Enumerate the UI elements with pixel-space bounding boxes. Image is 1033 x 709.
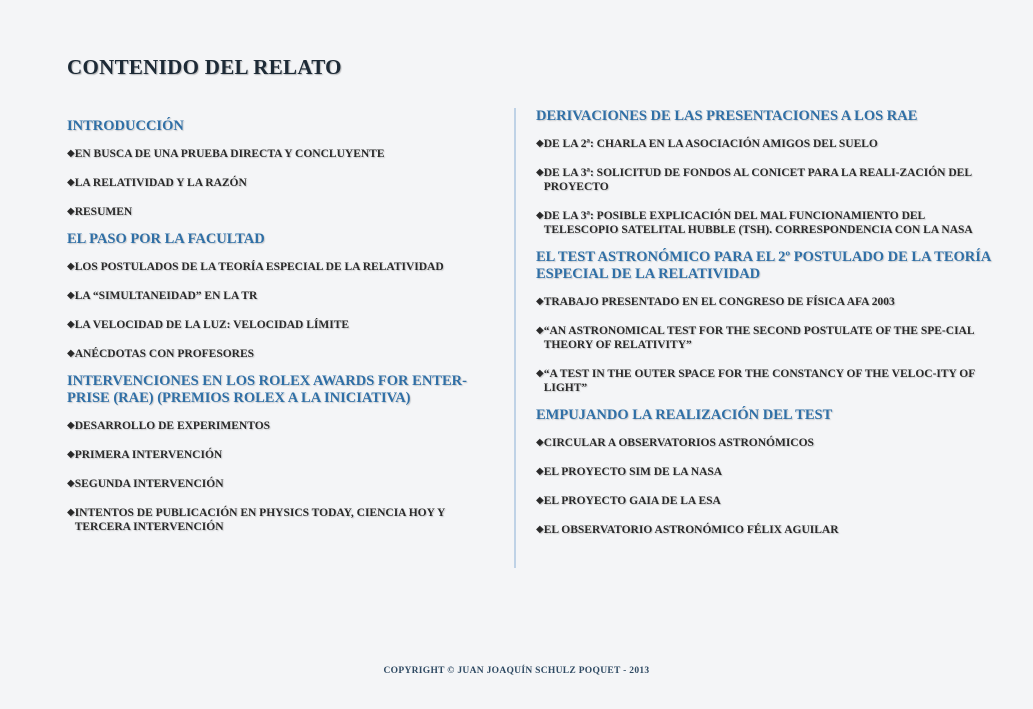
toc-item-label: CIRCULAR A OBSERVATORIOS ASTRONÓMICOS: [543, 437, 814, 449]
toc-item-label: EN BUSCA DE UNA PRUEBA DIRECTA Y CONCLUYENTE: [74, 148, 385, 160]
toc-item[interactable]: [67, 147, 487, 161]
toc-item[interactable]: [536, 166, 992, 194]
toc-item-label: RESUMEN: [74, 206, 133, 218]
toc-item[interactable]: [536, 523, 992, 537]
toc-item[interactable]: [536, 209, 992, 237]
toc-item-label: LA RELATIVIDAD Y LA RAZÓN: [74, 177, 247, 189]
section-intervenciones-rolex: [67, 373, 487, 534]
toc-item-label: LA “SIMULTANEIDAD” EN LA TR: [74, 290, 258, 302]
diamond-bullet-icon: ◆: [67, 449, 75, 460]
section-heading[interactable]: EMPUJANDO LA REALIZACIÓN DEL TEST: [536, 407, 833, 423]
section-test-astronomico: [536, 249, 992, 395]
toc-item-label: EL OBSERVATORIO ASTRONÓMICO FÉLIX AGUILAR: [543, 524, 839, 536]
diamond-bullet-icon: ◆: [536, 138, 544, 149]
toc-item[interactable]: [536, 324, 992, 352]
toc-item-label: PRIMERA INTERVENCIÓN: [74, 449, 223, 461]
diamond-bullet-icon: ◆: [536, 524, 544, 535]
diamond-bullet-icon: ◆: [67, 348, 75, 359]
diamond-bullet-icon: ◆: [67, 261, 75, 272]
toc-item-label: EL PROYECTO SIM DE LA NASA: [543, 466, 723, 478]
toc-item-label: DE LA 3ª: POSIBLE EXPLICACIÓN DEL MAL FUNCIONAMIENTO DEL TELESCOPIO SATELITAL HUBBLE (TSH). CORRESPONDENCIA CON LA NASA: [543, 210, 973, 236]
toc-item-label: “AN ASTRONOMICAL TEST FOR THE SECOND POSTULATE OF THE SPE-CIAL THEORY OF RELATIVITY”: [543, 325, 974, 351]
diamond-bullet-icon: ◆: [536, 296, 544, 307]
toc-item-label: ANÉCDOTAS CON PROFESORES: [74, 348, 255, 360]
toc-item[interactable]: [536, 367, 992, 395]
toc-item[interactable]: [67, 347, 487, 361]
toc-item[interactable]: [67, 477, 487, 491]
diamond-bullet-icon: ◆: [536, 437, 544, 448]
toc-item[interactable]: [536, 494, 992, 508]
toc-item[interactable]: [67, 205, 487, 219]
section-derivaciones: [536, 108, 992, 237]
column-divider: [514, 108, 516, 568]
toc-item-label: INTENTOS DE PUBLICACIÓN EN PHYSICS TODAY, CIENCIA HOY Y TERCERA INTERVENCIÓN: [74, 507, 445, 533]
toc-item-label: LA VELOCIDAD DE LA LUZ: VELOCIDAD LÍMITE: [74, 319, 350, 331]
section-introduccion: [67, 118, 487, 219]
page-title: CONTENIDO DEL RELATO: [67, 55, 342, 79]
diamond-bullet-icon: ◆: [67, 177, 75, 188]
toc-item[interactable]: [536, 295, 992, 309]
toc-item[interactable]: [536, 465, 992, 479]
diamond-bullet-icon: ◆: [67, 290, 75, 301]
toc-item-label: TRABAJO PRESENTADO EN EL CONGRESO DE FÍSICA AFA 2003: [543, 296, 895, 308]
diamond-bullet-icon: ◆: [536, 466, 544, 477]
left-column: [67, 118, 487, 546]
diamond-bullet-icon: ◆: [536, 368, 544, 379]
diamond-bullet-icon: ◆: [67, 148, 75, 159]
toc-item-label: LOS POSTULADOS DE LA TEORÍA ESPECIAL DE LA RELATIVIDAD: [74, 261, 444, 273]
toc-item[interactable]: [67, 448, 487, 462]
section-heading[interactable]: EL PASO POR LA FACULTAD: [67, 231, 265, 247]
toc-item[interactable]: [67, 260, 487, 274]
diamond-bullet-icon: ◆: [67, 206, 75, 217]
diamond-bullet-icon: ◆: [536, 210, 544, 221]
diamond-bullet-icon: ◆: [67, 507, 75, 518]
toc-item-label: DESARROLLO DE EXPERIMENTOS: [74, 420, 271, 432]
diamond-bullet-icon: ◆: [536, 495, 544, 506]
section-heading[interactable]: INTRODUCCIÓN: [67, 118, 184, 134]
right-column: [536, 108, 992, 549]
toc-item-label: EL PROYECTO GAIA DE LA ESA: [543, 495, 721, 507]
section-empujando: [536, 407, 992, 537]
toc-item-label: “A TEST IN THE OUTER SPACE FOR THE CONSTANCY OF THE VELOC-ITY OF LIGHT”: [543, 368, 975, 394]
toc-item[interactable]: [67, 506, 487, 534]
copyright-footer: COPYRIGHT © JUAN JOAQUÍN SCHULZ POQUET - 2013: [383, 666, 650, 676]
diamond-bullet-icon: ◆: [536, 325, 544, 336]
toc-item[interactable]: [536, 137, 992, 151]
section-heading[interactable]: DERIVACIONES DE LAS PRESENTACIONES A LOS RAE: [536, 108, 918, 124]
toc-item[interactable]: [536, 436, 992, 450]
diamond-bullet-icon: ◆: [67, 478, 75, 489]
diamond-bullet-icon: ◆: [67, 319, 75, 330]
toc-item-label: DE LA 2ª: CHARLA EN LA ASOCIACIÓN AMIGOS DEL SUELO: [543, 138, 878, 150]
toc-item[interactable]: [67, 176, 487, 190]
diamond-bullet-icon: ◆: [67, 420, 75, 431]
toc-item[interactable]: [67, 419, 487, 433]
diamond-bullet-icon: ◆: [536, 167, 544, 178]
section-heading[interactable]: EL TEST ASTRONÓMICO PARA EL 2º POSTULADO DE LA TEORÍA ESPECIAL DE LA RELATIVIDAD: [536, 249, 991, 282]
section-heading[interactable]: INTERVENCIONES EN LOS ROLEX AWARDS FOR ENTER-PRISE (RAE) (PREMIOS ROLEX A LA INICIATIVA): [67, 373, 467, 406]
section-el-paso-por-la-facultad: [67, 231, 487, 361]
toc-item-label: DE LA 3ª: SOLICITUD DE FONDOS AL CONICET PARA LA REALI-ZACIÓN DEL PROYECTO: [543, 167, 972, 193]
toc-item[interactable]: [67, 318, 487, 332]
toc-item-label: SEGUNDA INTERVENCIÓN: [74, 478, 224, 490]
toc-item[interactable]: [67, 289, 487, 303]
